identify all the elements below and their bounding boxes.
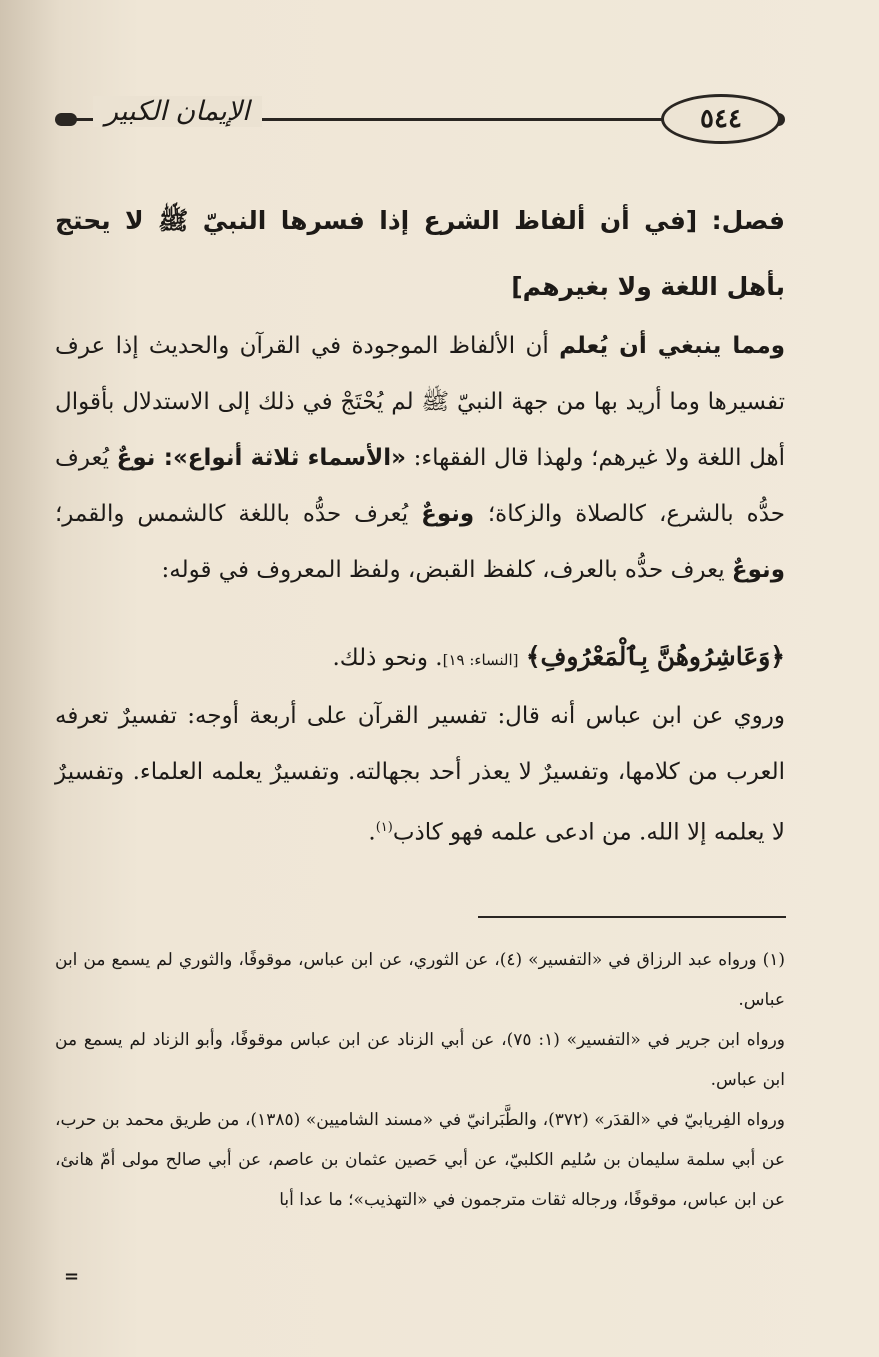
footnote-item: (١) ورواه عبد الرزاق في «التفسير» (٤)، عن الثوري، عن ابن عباس، موقوفًا، والثوري لم يسمع من ابن عباس. [55, 950, 785, 1010]
kind-3: ونوعٌ [731, 557, 785, 583]
paragraph-2 [55, 688, 785, 861]
footnote-item: ورواه الفِريابيّ في «القدَر» (٣٧٢)، والطَّبَرانيّ في «مسند الشاميين» (١٣٨٥)، من طريق محمد بن حرب، عن أبي سلمة سليمان بن سُليم الكلبيّ، عن أبي حَصين عثمان بن عاصم، عن أبي صالح مولى أمّ هانئ، عن ابن عباس، موقوفًا، ورجاله ثقات مترجمون في «التهذيب»؛ ما عدا أبا [55, 1110, 785, 1210]
kind-1-text: يُعرف حدُّه بالشرع، كالصلاة والزكاة؛ [55, 445, 786, 527]
kind-3-text: يعرف حدُّه بالعرف، كلفظ القبض، ولفظ المعروف في قوله: [161, 557, 732, 583]
page-number-text: ٥٤٤ [700, 104, 742, 134]
paragraph-quote: «الأسماء ثلاثة أنواع»: [163, 445, 406, 471]
verse-line [55, 629, 785, 688]
paragraph-2-text: وروي عن ابن عباس أنه قال: تفسير القرآن على أربعة أوجه: تفسيرٌ تعرفه العرب من كلامها، وتفسيرٌ لا يعذر أحد بجهالته. وتفسيرٌ يعلمه العلماء. وتفسيرٌ لا يعلمه إلا الله. من ادعى علمه فهو كاذب [55, 703, 785, 846]
paragraph-2-end: . [368, 819, 376, 846]
footnotes [55, 940, 785, 1220]
continuation-mark: = [64, 1266, 80, 1287]
section-heading [55, 188, 785, 320]
paragraph-lead: ومما ينبغي أن يُعلم [559, 333, 785, 359]
page-number [661, 94, 781, 144]
page-header [55, 92, 785, 148]
paragraph-text: أن الألفاظ الموجودة في القرآن والحديث إذا عرف تفسيرها وما أريد بها من جهة النبيّ ﷺ لم يُحْتَجْ في ذلك إلى الاستدلال بأقوال أهل اللغة ولا غيرهم؛ ولهذا قال الفقهاء: [55, 333, 786, 471]
footnote-item: ورواه ابن جرير في «التفسير» (١: ٧٥)، عن أبي الزناد عن ابن عباس موقوفًا، وأبو الزناد لم يسمع من ابن عباس. [55, 1030, 785, 1090]
heading-label: فصل: [711, 206, 785, 235]
paragraph-1 [55, 318, 785, 598]
quran-verse: ﴿وَعَاشِرُوهُنَّ بِٱلْمَعْرُوفِ﴾ [525, 642, 785, 671]
footnote-reference: (١) [375, 820, 393, 835]
verse-citation: [النساء: ١٩] [442, 651, 519, 669]
running-title: الإيمان الكبير [93, 96, 262, 127]
heading-text: [في أن ألفاظ الشرع إذا فسرها النبيّ ﷺ لا يحتج بأهل اللغة ولا بغيرهم] [55, 206, 785, 301]
kind-1: نوعٌ [116, 445, 164, 471]
footnote-divider [478, 916, 786, 918]
kind-2: ونوعٌ [421, 501, 488, 527]
ornament-left-icon [55, 113, 77, 126]
kind-2-text: يُعرف حدُّه باللغة كالشمس والقمر؛ [55, 501, 422, 527]
verse-tail: . ونحو ذلك. [332, 645, 443, 671]
